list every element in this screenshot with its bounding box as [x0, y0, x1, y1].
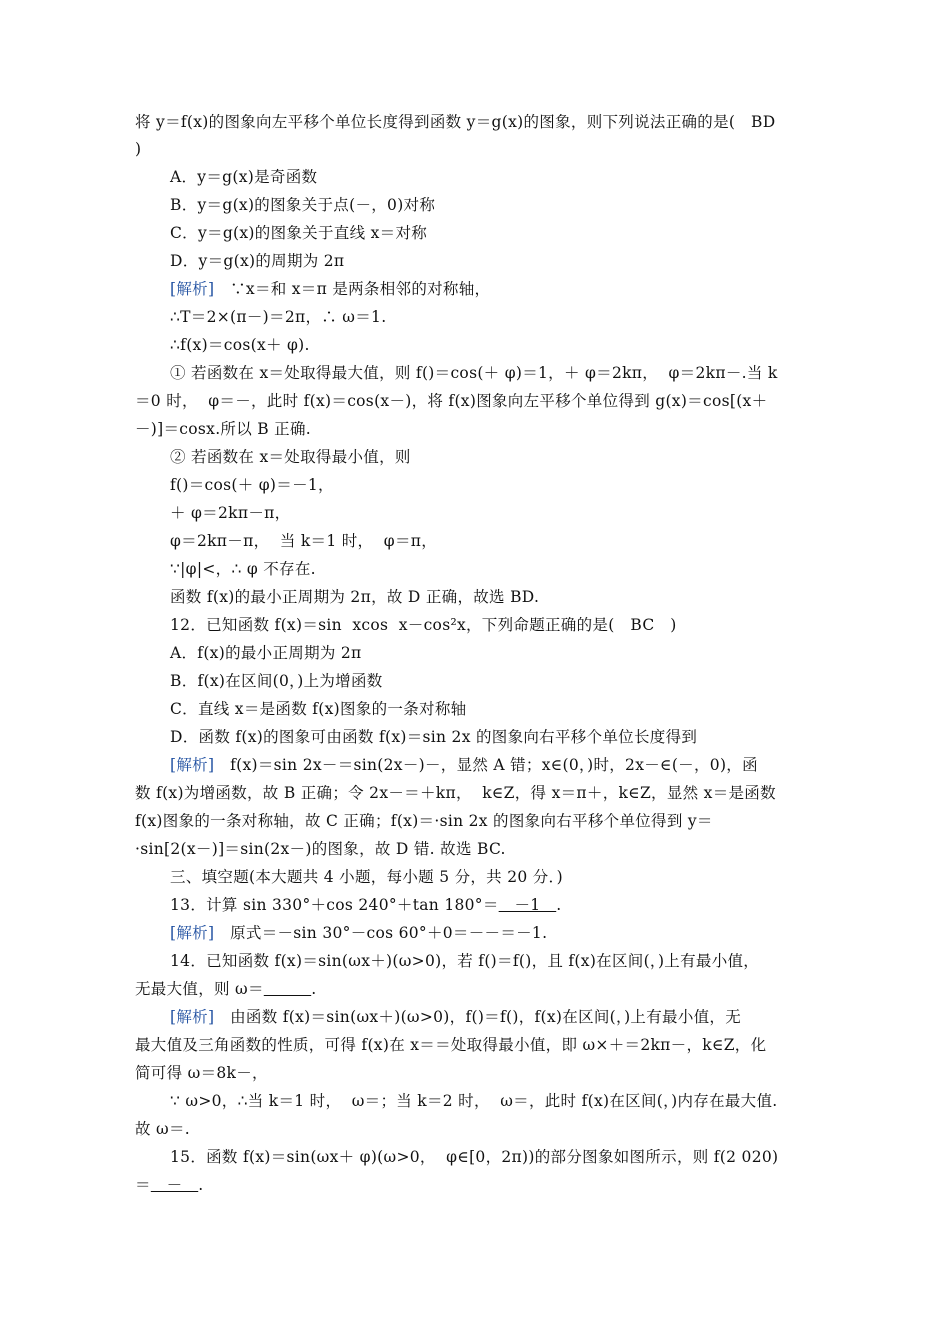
text-line [0, 922, 950, 944]
line-text: ＝ [135, 1176, 151, 1194]
text-line [0, 306, 950, 328]
analysis-tag: [解析] [170, 280, 215, 298]
line-text: 15．函数 f(x)＝sin(ωx＋ φ)(ω>0， φ∈[0，2π))的部分图象如图所示，则 f(2 020) [170, 1148, 779, 1166]
line-text: ∵|φ|<，∴ φ 不存在. [170, 560, 316, 578]
text-line [0, 334, 950, 356]
text-line [0, 838, 950, 860]
text-line [0, 782, 950, 804]
text-line [0, 810, 950, 832]
line-text: 13．计算 sin 330°＋cos 240°＋tan 180°＝ [170, 896, 499, 914]
text-line [0, 1118, 950, 1140]
line-text: D．y＝g(x)的周期为 2π [170, 252, 345, 270]
line-text: 函数 f(x)的最小正周期为 2π，故 D 正确，故选 BD. [170, 588, 540, 606]
text-line [0, 642, 950, 664]
line-text: C．y＝g(x)的图象关于直线 x＝对称 [170, 224, 428, 242]
analysis-tag: [解析] [170, 1008, 215, 1026]
line-text: 原式＝－sin 30°－cos 60°＋0＝－－＝－1. [214, 924, 548, 942]
line-text: ＋ φ＝2kπ－π， [170, 504, 291, 522]
line-text: 由函数 f(x)＝sin(ωx＋)(ω>0)，f()＝f()，f(x)在区间(，)上有最小值，无 [214, 1008, 742, 1026]
text-line [0, 474, 950, 496]
text-line [0, 1146, 950, 1168]
text-line [0, 698, 950, 720]
line-text: ∴T＝2×(π－)＝2π，∴ ω＝1. [170, 308, 387, 326]
line-text: D．函数 f(x)的图象可由函数 f(x)＝sin 2x 的图象向右平移个单位长度得到 [170, 728, 698, 746]
answer-blank: －1 [498, 896, 557, 914]
text-line [0, 754, 950, 776]
text-line [0, 250, 950, 272]
text-line [0, 978, 950, 1000]
text-line [0, 1062, 950, 1084]
line-text: A．f(x)的最小正周期为 2π [170, 644, 362, 662]
answer-blank [264, 980, 311, 998]
text-line [0, 390, 950, 412]
text-line [0, 1034, 950, 1056]
text-line [0, 894, 950, 916]
text-line [0, 502, 950, 524]
line-text: 14．已知函数 f(x)＝sin(ωx＋)(ω>0)，若 f()＝f()，且 f(x)在区间(，)上有最小值， [170, 952, 760, 970]
text-line [0, 950, 950, 972]
text-line [0, 614, 950, 636]
text-line [0, 446, 950, 468]
text-line [0, 138, 950, 160]
line-text: ∴f(x)＝cos(x＋ φ). [170, 336, 310, 354]
analysis-tag: [解析] [170, 756, 215, 774]
answer-blank: － [150, 1176, 199, 1194]
line-text: f(x)图象的一条对称轴，故 C 正确；f(x)＝·sin 2x 的图象向右平移个单位得到 y＝ [135, 812, 713, 830]
text-line [0, 1090, 950, 1112]
line-text: 将 y＝f(x)的图象向左平移个单位长度得到函数 y＝g(x)的图象，则下列说法正确的是( BD [135, 113, 776, 131]
line-text: 无最大值，则 ω＝ [135, 980, 264, 998]
analysis-tag: [解析] [170, 924, 215, 942]
text-line [0, 111, 950, 133]
line-text: －)]＝cosx.所以 B 正确. [135, 420, 312, 438]
text-line [0, 558, 950, 580]
line-text: B．f(x)在区间(0，)上为增函数 [170, 672, 383, 690]
line-text: φ＝2kπ－π， 当 k＝1 时， φ＝π， [170, 532, 438, 550]
text-line [0, 278, 950, 300]
text-line [0, 586, 950, 608]
line-text: 数 f(x)为增函数，故 B 正确；令 2x－＝＋kπ， k∈Z，得 x＝π＋，k∈Z，显然 x＝是函数 [135, 784, 776, 802]
line-text: ＝0 时， φ＝－，此时 f(x)＝cos(x－)，将 f(x)图象向左平移个单位得到 g(x)＝cos[(x＋ [135, 392, 768, 410]
line-text: ① 若函数在 x＝处取得最大值，则 f()＝cos(＋ φ)＝1，＋ φ＝2kπ， φ＝2kπ－.当 k [170, 364, 778, 382]
text-line [0, 362, 950, 384]
line-suffix: . [556, 896, 562, 914]
text-line [0, 194, 950, 216]
line-text: 故 ω＝. [135, 1120, 190, 1138]
text-line [0, 866, 950, 888]
line-text: ) [135, 140, 142, 158]
text-line [0, 222, 950, 244]
line-text: f()＝cos(＋ φ)＝－1， [170, 476, 334, 494]
line-text: C．直线 x＝是函数 f(x)图象的一条对称轴 [170, 700, 467, 718]
text-line [0, 418, 950, 440]
line-text: ∵x＝和 x＝π 是两条相邻的对称轴， [214, 280, 491, 298]
line-text: A．y＝g(x)是奇函数 [170, 168, 318, 186]
text-line [0, 530, 950, 552]
line-text: 三、填空题(本大题共 4 小题，每小题 5 分，共 20 分．) [170, 868, 563, 886]
line-text: B．y＝g(x)的图象关于点(－，0)对称 [170, 196, 436, 214]
text-line [0, 166, 950, 188]
text-line [0, 670, 950, 692]
line-text: 12．已知函数 f(x)＝sin xcos x－cos²x，下列命题正确的是( BC ) [170, 616, 677, 634]
text-line [0, 1006, 950, 1028]
text-line [0, 726, 950, 748]
line-suffix: . [198, 1176, 204, 1194]
line-suffix: . [311, 980, 317, 998]
line-text: ·sin[2(x－)]＝sin(2x－)的图象，故 D 错. 故选 BC. [135, 840, 506, 858]
line-text: f(x)＝sin 2x－＝sin(2x－)－，显然 A 错；x∈(0，)时，2x－∈(－，0)，函 [214, 756, 758, 774]
line-text: 最大值及三角函数的性质，可得 f(x)在 x＝＝处取得最小值，即 ω×＋＝2kπ－，k∈Z，化 [135, 1036, 767, 1054]
line-text: ∵ ω>0，∴当 k＝1 时， ω＝；当 k＝2 时， ω＝，此时 f(x)在区间(，)内存在最大值. [170, 1092, 778, 1110]
line-text: ② 若函数在 x＝处取得最小值，则 [170, 448, 411, 466]
text-line [0, 1174, 950, 1196]
line-text: 简可得 ω＝8k－， [135, 1064, 268, 1082]
